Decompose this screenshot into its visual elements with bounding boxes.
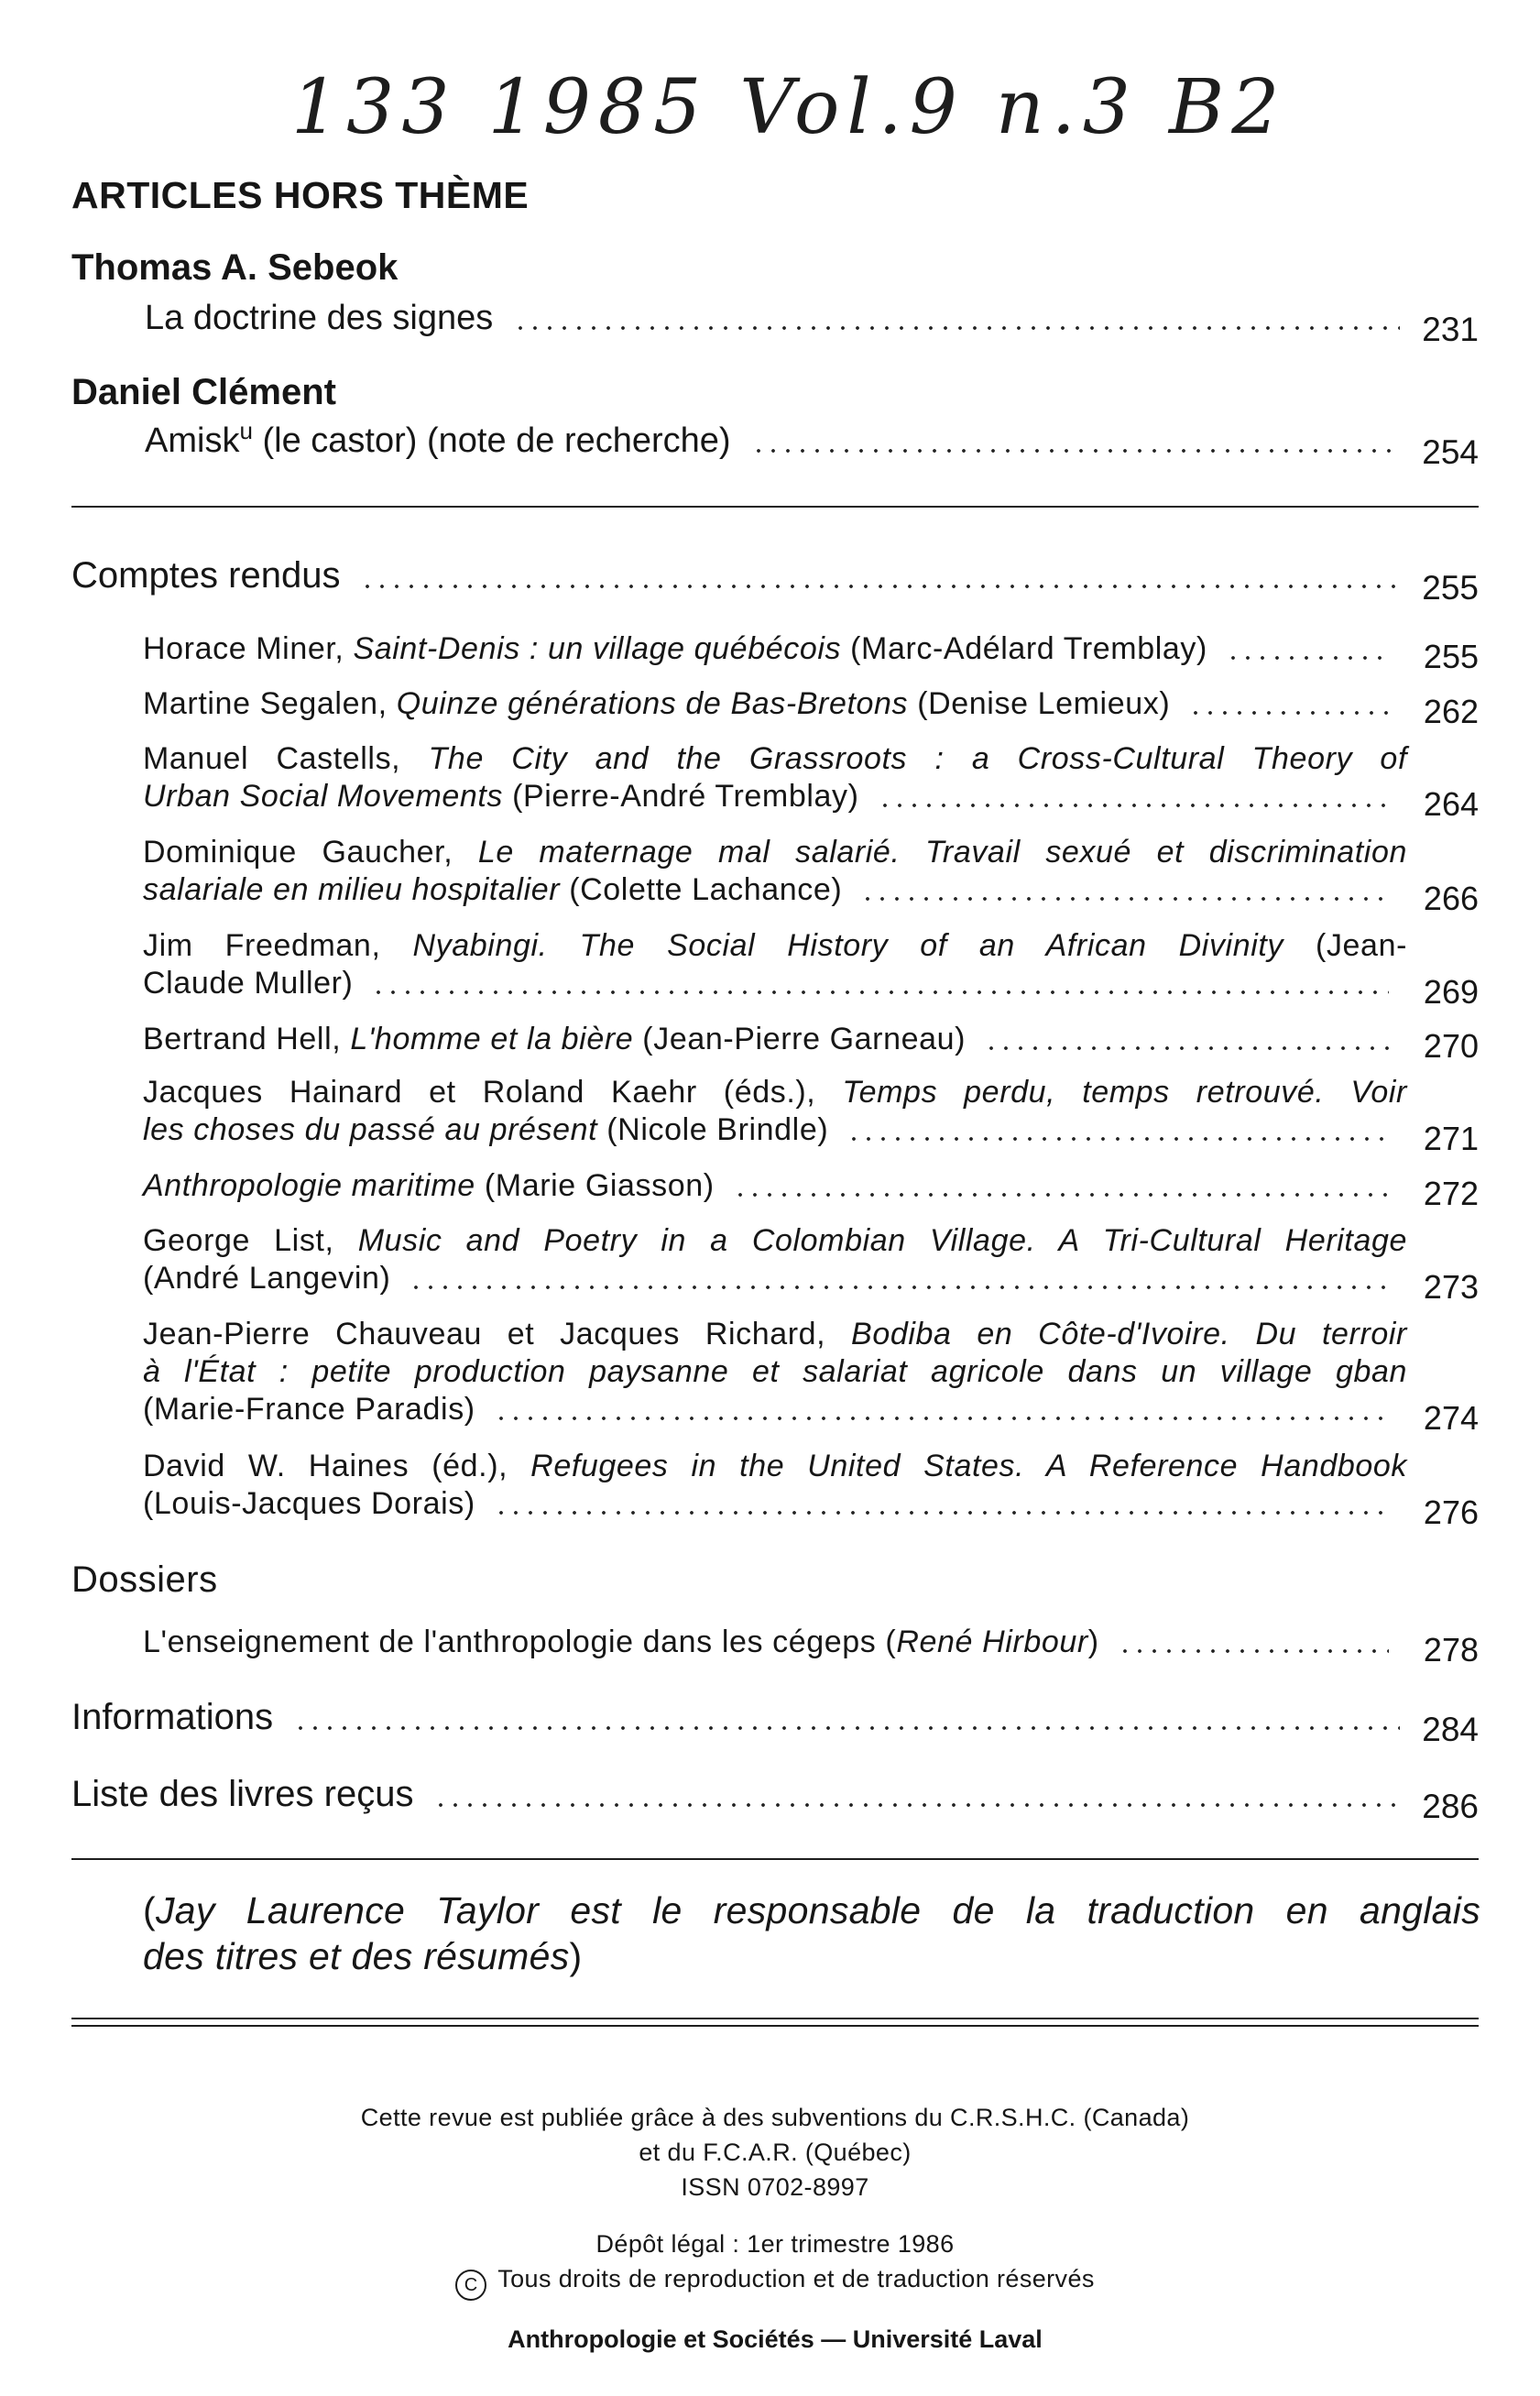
page-number: 273	[1423, 1268, 1479, 1306]
page-number: 269	[1423, 973, 1479, 1011]
review-entry[interactable]: George List, Music and Poetry in a Colombian Village. A Tri-Cultural Heritage (André Langevin)	[143, 1223, 1407, 1296]
comptes-rendus-entry[interactable]	[71, 555, 1479, 607]
dot-leader	[846, 1136, 1389, 1142]
review-entry[interactable]: Anthropologie maritime (Marie Giasson)	[143, 1167, 1407, 1205]
dot-leader	[494, 1416, 1389, 1421]
dot-leader	[860, 896, 1389, 902]
dot-leader	[494, 1510, 1389, 1515]
section-label: Comptes rendus	[71, 555, 341, 596]
publication-info: Cette revue est publiée grâce à des subventions du C.R.S.H.C. (Canada) et du F.C.A.R. (Québec) ISSN 0702-8997	[360, 2104, 1190, 2201]
dot-leader	[1118, 1648, 1389, 1654]
page-number: 270	[1423, 1027, 1479, 1065]
table-of-contents-page	[71, 0, 1479, 2396]
review-entry[interactable]: Manuel Castells, The City and the Grassroots : a Cross-Cultural Theory of Urban Social Movements (Pierre-André Tremblay)	[143, 741, 1407, 814]
page-number: 286	[1422, 1788, 1479, 1825]
page-number: 254	[1422, 433, 1479, 471]
translation-note: (Jay Laurence Taylor est le responsable de la traduction en anglais des titres et des résumés)	[143, 1889, 1480, 1977]
dot-leader	[360, 584, 1400, 589]
page-number: 284	[1422, 1711, 1479, 1748]
page-number: 278	[1423, 1631, 1479, 1668]
dot-leader	[984, 1045, 1389, 1051]
handwritten-call-number: 133 1985 Vol.9 n.3 B2	[291, 64, 1287, 151]
section-label: Liste des livres reçus	[71, 1774, 414, 1814]
page-number: 255	[1422, 569, 1479, 607]
section-label: Informations	[71, 1697, 274, 1737]
double-rule-bottom	[71, 2025, 1479, 2027]
article-entry[interactable]	[145, 299, 1479, 348]
dossiers-heading: Dossiers	[71, 1559, 218, 1600]
article-author: Daniel Clément	[71, 372, 336, 412]
review-entry[interactable]: Bertrand Hell, L'homme et la bière (Jean-Pierre Garneau)	[143, 1021, 1407, 1058]
article-title: Amisk$^u$ (le castor) (note de recherche)	[145, 417, 731, 460]
page-number: 231	[1422, 311, 1479, 348]
review-entry[interactable]: Jean-Pierre Chauveau et Jacques Richard, Bodiba en Côte-d'Ivoire. Du terroir à l'État : petite production paysanne et salariat agricole dans un village gban (Marie-France Paradis)	[143, 1317, 1407, 1427]
dot-leader	[513, 325, 1400, 331]
copyright-icon: C	[455, 2270, 486, 2301]
dot-leader	[409, 1285, 1389, 1290]
livres-recus-entry[interactable]	[71, 1774, 1479, 1825]
page-number: 276	[1423, 1493, 1479, 1531]
review-entry[interactable]: Jacques Hainard et Roland Kaehr (éds.), Temps perdu, temps retrouvé. Voir les choses du passé au présent (Nicole Brindle)	[143, 1075, 1407, 1147]
informations-entry[interactable]	[71, 1697, 1479, 1748]
dot-leader	[1188, 710, 1389, 716]
dot-leader	[751, 448, 1400, 454]
dot-leader	[371, 990, 1389, 995]
page-number: 264	[1423, 785, 1479, 823]
review-entry[interactable]: Jim Freedman, Nyabingi. The Social History of an African Divinity (Jean- Claude Muller)	[143, 928, 1407, 1001]
page-number: 266	[1423, 880, 1479, 917]
page-number: 272	[1423, 1175, 1479, 1212]
page-number: 271	[1423, 1120, 1479, 1157]
review-entry[interactable]: Horace Miner, Saint-Denis : un village québécois (Marc-Adélard Tremblay)	[143, 630, 1407, 668]
review-entry[interactable]: Martine Segalen, Quinze générations de Bas-Bretons (Denise Lemieux)	[143, 685, 1407, 723]
page-number: 274	[1423, 1399, 1479, 1437]
dot-leader	[293, 1725, 1400, 1731]
dot-leader	[878, 803, 1389, 808]
dot-leader	[733, 1192, 1389, 1198]
dot-leader	[1226, 655, 1389, 661]
review-entry[interactable]: Dominique Gaucher, Le maternage mal salarié. Travail sexué et discrimination salariale en milieu hospitalier (Colette Lachance)	[143, 835, 1407, 907]
dot-leader	[433, 1802, 1400, 1808]
section-divider	[71, 1858, 1479, 1860]
article-title: La doctrine des signes	[145, 299, 494, 337]
double-rule-top	[71, 2018, 1479, 2019]
page-number: 262	[1423, 693, 1479, 730]
article-entry[interactable]	[145, 417, 1479, 471]
page-number: 255	[1423, 638, 1479, 675]
hors-theme-heading: ARTICLES HORS THÈME	[71, 174, 530, 216]
article-author: Thomas A. Sebeok	[71, 247, 399, 288]
legal-deposit: Dépôt légal : 1er trimestre 1986 C Tous droits de reproduction et de traduction réservés	[71, 2226, 1479, 2301]
publisher-name: Anthropologie et Sociétés — Université Laval	[508, 2325, 1043, 2353]
dossier-entry[interactable]: L'enseignement de l'anthropologie dans les cégeps (René Hirbour)	[143, 1624, 1407, 1661]
review-entry[interactable]: David W. Haines (éd.), Refugees in the United States. A Reference Handbook (Louis-Jacques Dorais)	[143, 1449, 1407, 1521]
section-divider	[71, 506, 1479, 508]
